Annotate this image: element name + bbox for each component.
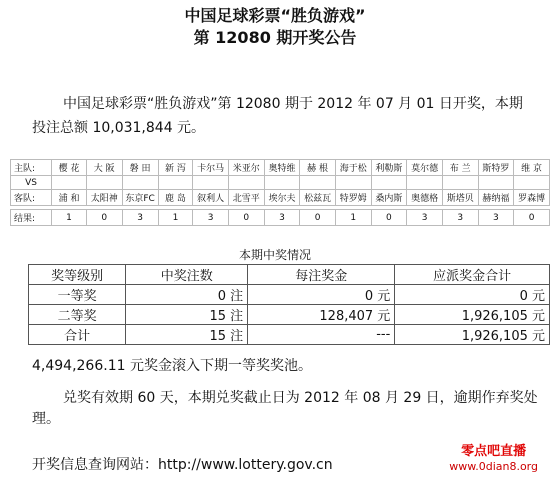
home-team: 奥特维 (264, 160, 300, 176)
prize-level: 一等奖 (29, 285, 126, 305)
announcement-title: 中国足球彩票“胜负游戏” (184, 6, 366, 25)
home-team: 樱 花 (52, 160, 87, 176)
col-header-count: 中奖注数 (126, 265, 248, 285)
away-team: 赫纳福 (478, 190, 514, 206)
watermark (449, 444, 538, 474)
watermark-url: www.0dian8.org (449, 460, 538, 473)
prize-each: --- (248, 325, 395, 345)
vs-label: VS (11, 176, 52, 190)
home-team: 赫 根 (300, 160, 336, 176)
away-team: 桑内斯 (371, 190, 407, 206)
home-team: 卡尔马 (193, 160, 229, 176)
prize-count: 15 注 (126, 325, 248, 345)
match-table (10, 159, 550, 226)
prize-each: 0 元 (248, 285, 395, 305)
watermark-name: 零点吧直播 (461, 444, 527, 459)
result-row (11, 210, 550, 226)
prize-row (29, 305, 550, 325)
intro-line-1: 中国足球彩票“胜负游戏”第 12080 期于 2012 年 07 月 01 日开奖，本期 (63, 96, 523, 112)
validity-line-1: 兑奖有效期 60 天，本期兑奖截止日为 2012 年 08 月 29 日，逾期作弃奖处 (63, 390, 538, 406)
intro-line-2: 投注总额 10,031,844 元。 (32, 120, 206, 136)
match-result: 0 (371, 210, 407, 226)
col-header-each: 每注奖金 (248, 265, 395, 285)
home-team: 布 兰 (442, 160, 478, 176)
prize-total: 0 元 (395, 285, 550, 305)
away-team: 松兹瓦 (300, 190, 336, 206)
away-team: 罗森博 (514, 190, 550, 206)
col-header-level: 奖等级别 (29, 265, 126, 285)
prize-header-row (29, 265, 550, 285)
home-row (11, 160, 550, 176)
prize-level: 合计 (29, 325, 126, 345)
match-result: 3 (442, 210, 478, 226)
away-team: 奥德格 (407, 190, 443, 206)
match-result: 3 (478, 210, 514, 226)
home-team: 维 京 (514, 160, 550, 176)
prize-total: 1,926,105 元 (395, 305, 550, 325)
prize-each: 128,407 元 (248, 305, 395, 325)
away-team: 浦 和 (52, 190, 87, 206)
home-label: 主队: (11, 160, 52, 176)
match-result: 3 (122, 210, 158, 226)
match-result: 0 (300, 210, 336, 226)
away-team: 北雪平 (228, 190, 264, 206)
prize-count: 0 注 (126, 285, 248, 305)
match-result: 3 (193, 210, 229, 226)
away-team: 埃尔夫 (264, 190, 300, 206)
match-result: 1 (335, 210, 371, 226)
result-label: 结果: (11, 210, 52, 226)
match-result: 1 (158, 210, 193, 226)
home-team: 斯特罗 (478, 160, 514, 176)
vs-row (11, 176, 550, 190)
home-team: 大 阪 (86, 160, 122, 176)
match-result: 0 (514, 210, 550, 226)
validity-line-2: 理。 (32, 411, 60, 427)
prize-total: 1,926,105 元 (395, 325, 550, 345)
away-team: 斯塔贝 (442, 190, 478, 206)
prize-row (29, 325, 550, 345)
prize-count: 15 注 (126, 305, 248, 325)
col-header-total: 应派奖金合计 (395, 265, 550, 285)
match-result: 1 (52, 210, 87, 226)
match-result: 3 (407, 210, 443, 226)
announcement-subtitle: 第 12080 期开奖公告 (193, 28, 357, 47)
away-team: 特罗姆 (335, 190, 371, 206)
home-team: 新 泻 (158, 160, 193, 176)
home-team: 莫尔德 (407, 160, 443, 176)
prize-table (28, 264, 550, 345)
prize-caption: 本期中奖情况 (238, 248, 311, 262)
away-team: 东京FC (122, 190, 158, 206)
away-team: 太阳神 (86, 190, 122, 206)
home-team: 海于松 (335, 160, 371, 176)
home-team: 利勒斯 (371, 160, 407, 176)
prize-level: 二等奖 (29, 305, 126, 325)
home-team: 米亚尔 (228, 160, 264, 176)
prize-row (29, 285, 550, 305)
rollover-text: 4,494,266.11 元奖金滚入下期一等奖奖池。 (32, 358, 312, 374)
home-team: 磐 田 (122, 160, 158, 176)
away-team: 鹿 岛 (158, 190, 193, 206)
match-result: 0 (228, 210, 264, 226)
query-website: 开奖信息查询网站：http://www.lottery.gov.cn (32, 457, 333, 473)
match-result: 3 (264, 210, 300, 226)
away-team: 叙利人 (193, 190, 229, 206)
away-row (11, 190, 550, 206)
away-label: 客队: (11, 190, 52, 206)
match-result: 0 (86, 210, 122, 226)
